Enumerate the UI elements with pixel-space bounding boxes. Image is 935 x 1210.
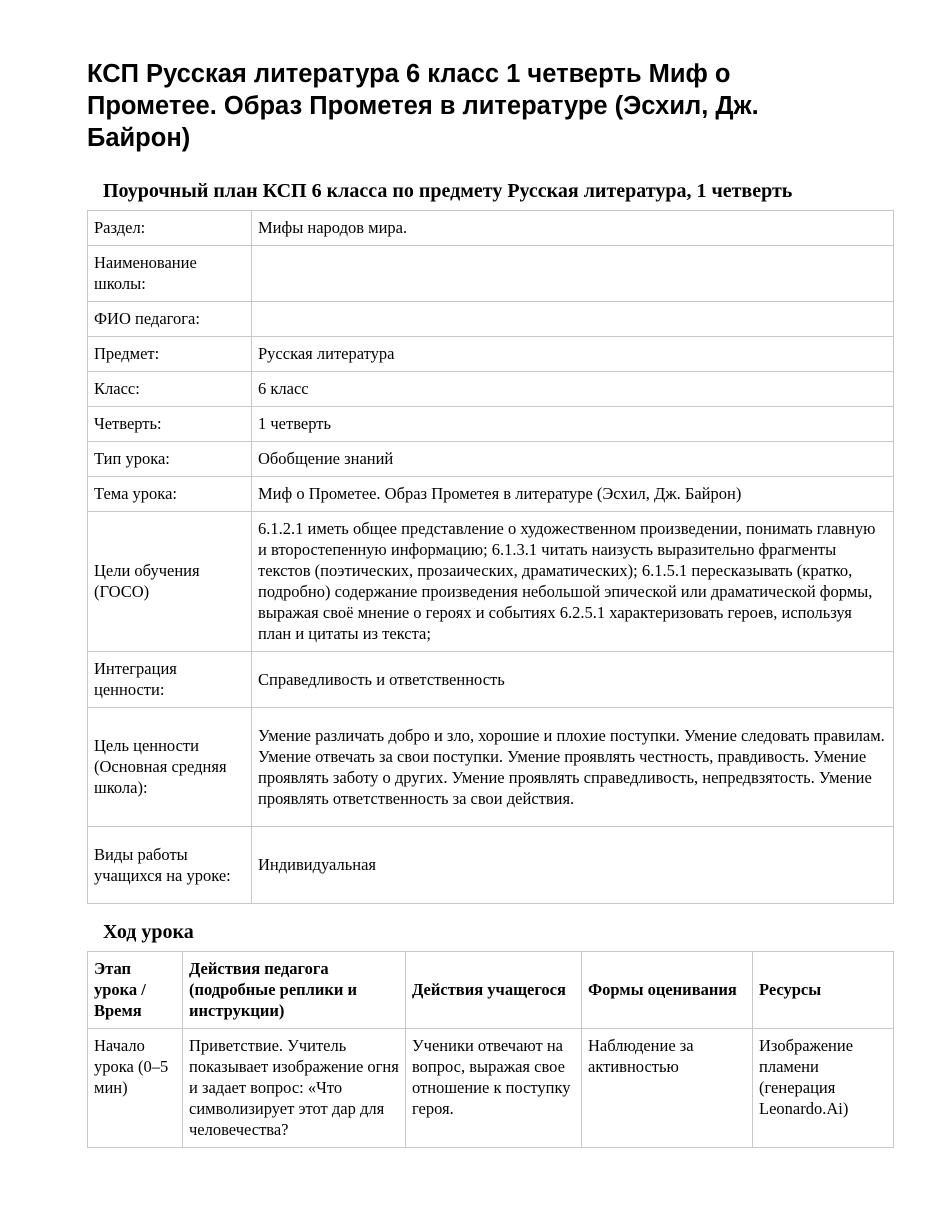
info-value: Русская литература [252,337,894,372]
lesson-info-table [87,210,894,904]
info-value: 1 четверть [252,407,894,442]
info-row-quarter [88,407,894,442]
info-row-value-goal [88,708,894,827]
lesson-heading: Ход урока [103,921,194,943]
info-value: 6.1.2.1 иметь общее представление о художественном произведении, понимать главную и второстепенную информацию; 6.1.3.1 читать наизусть выразительно фрагменты текстов (поэтических, прозаических, драматических); 6.1.5.1 пересказывать (кратко, подробно) содержание произведения небольшой эпической или драматической формы, выражая своё мнение о героях и событиях 6.2.5.1 характеризовать героев, используя план и цитаты из текста; [252,512,894,652]
page-title: КСП Русская литература 6 класс 1 четверть Миф о Прометее. Образ Прометея в литературе (Эсхил, Дж. Байрон) [87,60,759,152]
column-header-assessment: Формы оценивания [582,952,753,1029]
column-header-stage: Этап урока / Время [88,952,183,1029]
column-header-resources: Ресурсы [753,952,894,1029]
column-header-student-actions: Действия учащегося [406,952,582,1029]
info-row-topic [88,477,894,512]
info-row-learning-goals [88,512,894,652]
info-label: Предмет: [88,337,252,372]
info-label: Наименование школы: [88,246,252,302]
info-label: Раздел: [88,211,252,246]
info-value: Миф о Прометее. Образ Прометея в литературе (Эсхил, Дж. Байрон) [252,477,894,512]
info-row-work-types [88,827,894,904]
info-row-section [88,211,894,246]
info-row-subject [88,337,894,372]
info-label: Класс: [88,372,252,407]
table-cell: Ученики отвечают на вопрос, выражая свое отношение к поступку героя. [406,1029,582,1148]
info-label: Тип урока: [88,442,252,477]
info-label: Тема урока: [88,477,252,512]
info-label: Четверть: [88,407,252,442]
info-label: Цель ценности (Основная средняя школа): [88,708,252,827]
table-cell: Изображение пламени (генерация Leonardo.Ai) [753,1029,894,1148]
info-value: Умение различать добро и зло, хорошие и плохие поступки. Умение следовать правилам. Умение отвечать за свои поступки. Умение проявлять честность, правдивость. Умение проявлять заботу о других. Умение проявлять справедливость, непредвзятость. Умение проявлять ответственность за свои действия. [252,708,894,827]
lesson-flow-table [87,951,894,1148]
info-row-lesson-type [88,442,894,477]
info-label: Интеграция ценности: [88,652,252,708]
column-header-teacher-actions: Действия педагога (подробные реплики и инструкции) [183,952,406,1029]
info-row-school [88,246,894,302]
info-row-value-integration [88,652,894,708]
info-value: Обобщение знаний [252,442,894,477]
info-value: Индивидуальная [252,827,894,904]
plan-heading: Поурочный план КСП 6 класса по предмету Русская литература, 1 четверть [103,180,793,202]
table-cell: Наблюдение за активностью [582,1029,753,1148]
info-label: Виды работы учащихся на уроке: [88,827,252,904]
info-row-teacher [88,302,894,337]
table-cell: Приветствие. Учитель показывает изображение огня и задает вопрос: «Что символизирует этот дар для человечества? [183,1029,406,1148]
lesson-header-row [88,952,894,1029]
table-cell: Начало урока (0–5 мин) [88,1029,183,1148]
info-value: 6 класс [252,372,894,407]
info-label: ФИО педагога: [88,302,252,337]
info-value [252,246,894,302]
info-value: Справедливость и ответственность [252,652,894,708]
info-label: Цели обучения (ГОСО) [88,512,252,652]
info-row-grade [88,372,894,407]
table-row [88,1029,894,1148]
info-value [252,302,894,337]
info-value: Мифы народов мира. [252,211,894,246]
